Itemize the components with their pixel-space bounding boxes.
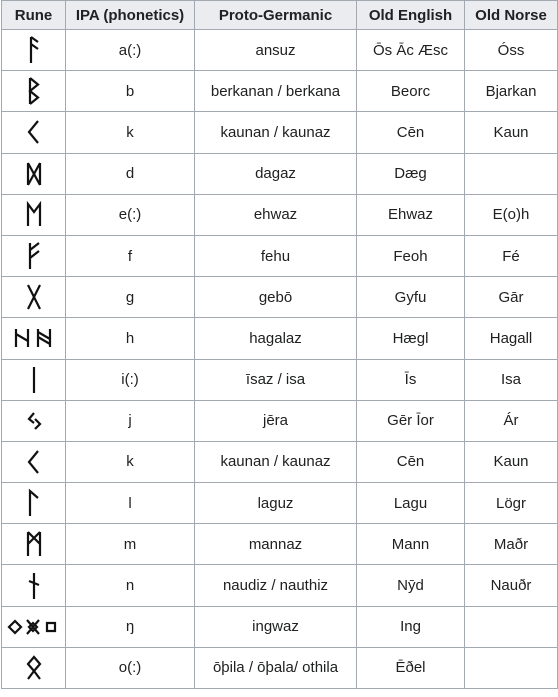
ipa-cell: f: [66, 235, 195, 276]
old-norse-cell: Isa: [465, 359, 558, 400]
ansuz-rune-icon: [19, 34, 49, 66]
old-english-cell: Mann: [357, 524, 465, 565]
old-english-cell: Ing: [357, 606, 465, 647]
column-header-rune[interactable]: Rune: [2, 1, 66, 30]
old-english-cell: Lagu: [357, 483, 465, 524]
old-english-cell: Ehwaz: [357, 194, 465, 235]
proto-germanic-cell: fehu: [195, 235, 357, 276]
table-row: [2, 194, 558, 235]
table-row: [2, 235, 558, 276]
rune-cell: [2, 235, 66, 276]
rune-cell: [2, 277, 66, 318]
proto-germanic-cell: jēra: [195, 400, 357, 441]
old-norse-cell: Ár: [465, 400, 558, 441]
table-row: [2, 277, 558, 318]
table-row: [2, 318, 558, 359]
old-norse-cell: [465, 647, 558, 688]
ipa-cell: l: [66, 483, 195, 524]
table-row: [2, 359, 558, 400]
table-row: [2, 647, 558, 688]
old-english-cell: Ōs Āc Æsc: [357, 30, 465, 71]
table-row: [2, 153, 558, 194]
table-row: [2, 112, 558, 153]
table-row: [2, 565, 558, 606]
old-english-cell: Cēn: [357, 112, 465, 153]
old-norse-cell: Nauðr: [465, 565, 558, 606]
old-english-cell: Beorc: [357, 71, 465, 112]
ipa-cell: m: [66, 524, 195, 565]
old-english-cell: Ēðel: [357, 647, 465, 688]
old-norse-cell: Kaun: [465, 441, 558, 482]
table-row: [2, 524, 558, 565]
rune-cell: [2, 318, 66, 359]
ingwaz-rune-icon: [6, 611, 62, 643]
ipa-cell: o(:): [66, 647, 195, 688]
ipa-cell: i(:): [66, 359, 195, 400]
old-english-cell: Cēn: [357, 441, 465, 482]
dagaz-rune-icon: [19, 158, 49, 190]
hagalaz-rune-icon: [12, 322, 56, 354]
kaunan-rune-icon: [19, 446, 49, 478]
ipa-cell: j: [66, 400, 195, 441]
rune-cell: [2, 71, 66, 112]
proto-germanic-cell: gebō: [195, 277, 357, 318]
rune-cell: [2, 483, 66, 524]
rune-cell: [2, 524, 66, 565]
ipa-cell: ŋ: [66, 606, 195, 647]
old-norse-cell: E(o)h: [465, 194, 558, 235]
naudiz-rune-icon: [19, 570, 49, 602]
rune-cell: [2, 359, 66, 400]
proto-germanic-cell: laguz: [195, 483, 357, 524]
rune-cell: [2, 441, 66, 482]
ipa-cell: d: [66, 153, 195, 194]
table-row: [2, 400, 558, 441]
rune-cell: [2, 194, 66, 235]
proto-germanic-cell: ōþila / ōþala/ othila: [195, 647, 357, 688]
old-english-cell: Hægl: [357, 318, 465, 359]
fehu-rune-icon: [19, 240, 49, 272]
ipa-cell: n: [66, 565, 195, 606]
isaz-rune-icon: [19, 364, 49, 396]
table-row: [2, 606, 558, 647]
mannaz-rune-icon: [19, 528, 49, 560]
othala-rune-icon: [19, 652, 49, 684]
jera-rune-icon: [19, 405, 49, 437]
rune-cell: [2, 606, 66, 647]
proto-germanic-cell: kaunan / kaunaz: [195, 441, 357, 482]
header-row: [2, 1, 558, 30]
ehwaz-rune-icon: [19, 199, 49, 231]
old-english-cell: Dæg: [357, 153, 465, 194]
ipa-cell: e(:): [66, 194, 195, 235]
berkanan-rune-icon: [19, 75, 49, 107]
rune-cell: [2, 565, 66, 606]
proto-germanic-cell: īsaz / isa: [195, 359, 357, 400]
table-row: [2, 30, 558, 71]
old-norse-cell: Fé: [465, 235, 558, 276]
old-english-cell: Gyfu: [357, 277, 465, 318]
rune-cell: [2, 30, 66, 71]
rune-cell: [2, 112, 66, 153]
table-row: [2, 483, 558, 524]
column-header-ipa[interactable]: IPA (phonetics): [66, 1, 195, 30]
proto-germanic-cell: ansuz: [195, 30, 357, 71]
kaunan-rune-icon: [19, 116, 49, 148]
proto-germanic-cell: dagaz: [195, 153, 357, 194]
rune-cell: [2, 647, 66, 688]
proto-germanic-cell: kaunan / kaunaz: [195, 112, 357, 153]
rune-cell: [2, 153, 66, 194]
gebo-rune-icon: [19, 281, 49, 313]
ipa-cell: g: [66, 277, 195, 318]
column-header-old-english[interactable]: Old English: [357, 1, 465, 30]
laguz-rune-icon: [19, 487, 49, 519]
old-norse-cell: [465, 153, 558, 194]
proto-germanic-cell: ehwaz: [195, 194, 357, 235]
old-norse-cell: [465, 606, 558, 647]
old-norse-cell: Hagall: [465, 318, 558, 359]
old-norse-cell: Kaun: [465, 112, 558, 153]
table-row: [2, 441, 558, 482]
old-norse-cell: Óss: [465, 30, 558, 71]
ipa-cell: b: [66, 71, 195, 112]
old-norse-cell: Bjarkan: [465, 71, 558, 112]
old-norse-cell: Maðr: [465, 524, 558, 565]
old-english-cell: Feoh: [357, 235, 465, 276]
rune-cell: [2, 400, 66, 441]
old-norse-cell: Lögr: [465, 483, 558, 524]
old-norse-cell: Gār: [465, 277, 558, 318]
table-row: [2, 71, 558, 112]
column-header-proto-germanic[interactable]: Proto-Germanic: [195, 1, 357, 30]
proto-germanic-cell: berkanan / berkana: [195, 71, 357, 112]
column-header-old-norse[interactable]: Old Norse: [465, 1, 558, 30]
ipa-cell: h: [66, 318, 195, 359]
ipa-cell: k: [66, 441, 195, 482]
ipa-cell: k: [66, 112, 195, 153]
old-english-cell: Gēr Īor: [357, 400, 465, 441]
ipa-cell: a(:): [66, 30, 195, 71]
proto-germanic-cell: ingwaz: [195, 606, 357, 647]
proto-germanic-cell: naudiz / nauthiz: [195, 565, 357, 606]
proto-germanic-cell: mannaz: [195, 524, 357, 565]
old-english-cell: Īs: [357, 359, 465, 400]
old-english-cell: Nӯd: [357, 565, 465, 606]
proto-germanic-cell: hagalaz: [195, 318, 357, 359]
rune-table: [1, 0, 558, 689]
